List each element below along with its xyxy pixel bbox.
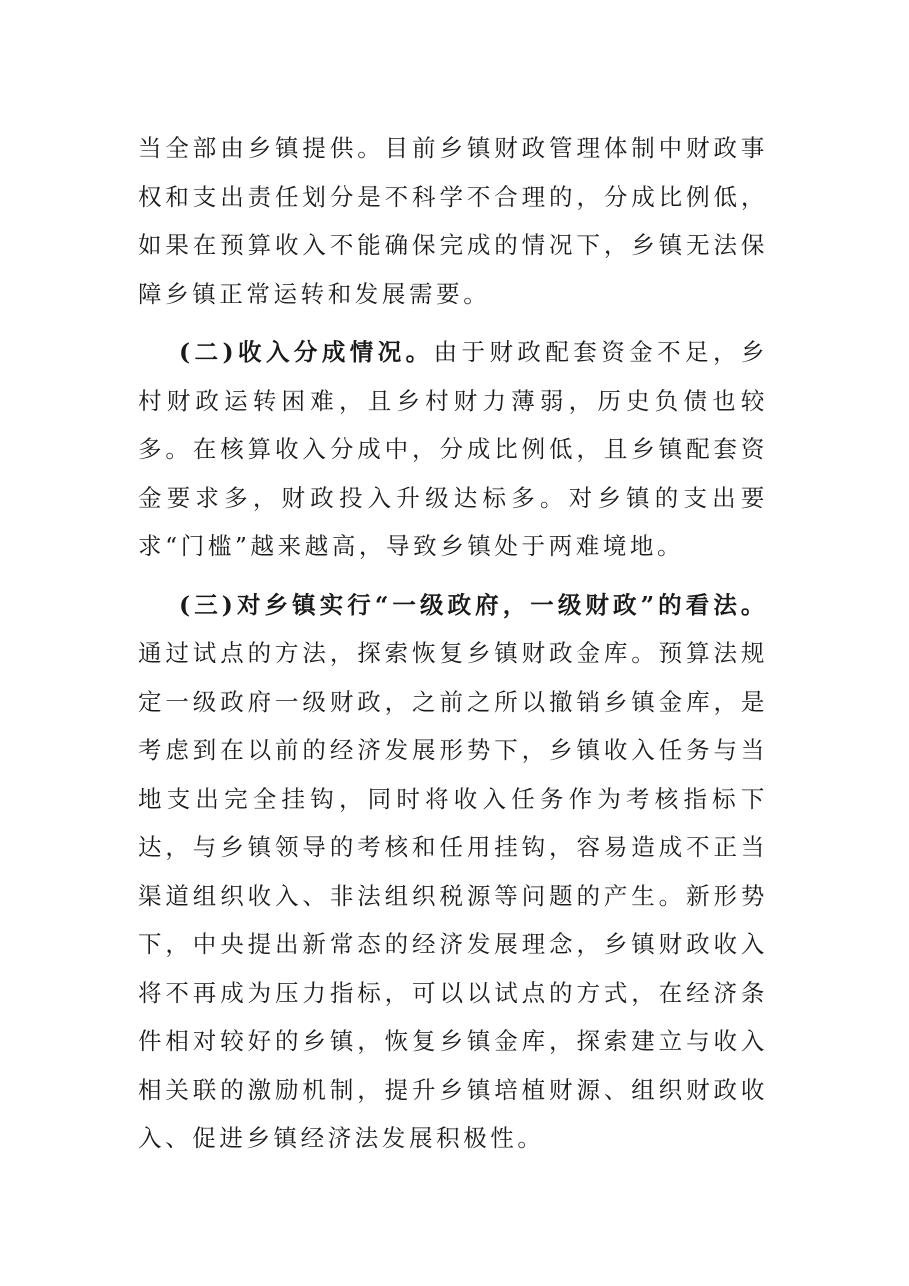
paragraph-text: 由于财政配套资金不足，乡村财政运转困难，且乡村财力薄弱，历史负债也较多。在核算收入分成中，分成比例低，且乡镇配套资金要求多，财政投入升级达标多。对乡镇的支出要求“门槛”越来越高，导致乡镇处于两难境地。 bbox=[138, 338, 768, 560]
paragraph-text: 当全部由乡镇提供。目前乡镇财政管理体制中财政事权和支出责任划分是不科学不合理的，分成比例低，如果在预算收入不能确保完成的情况下，乡镇无法保障乡镇正常运转和发展需要。 bbox=[138, 134, 768, 308]
paragraph-heading: (二)收入分成情况。 bbox=[179, 338, 434, 366]
paragraph-one-level-finance bbox=[138, 581, 768, 1163]
paragraph-heading: (三)对乡镇实行“一级政府，一级财政”的看法。 bbox=[179, 590, 768, 619]
paragraph-text: 通过试点的方法，探索恢复乡镇财政金库。预算法规定一级政府一级财政，之前之所以撤销乡镇金库，是考虑到在以前的经济发展形势下，乡镇收入任务与当地支出完全挂钩，同时将收入任务作为考核指标下达，与乡镇领导的考核和任用挂钩，容易造成不正当渠道组织收入、非法组织税源等问题的产生。新形势下，中央提出新常态的经济发展理念，乡镇财政收入将不再成为压力指标，可以以试点的方式，在经济条件相对较好的乡镇，恢复乡镇金库，探索建立与收入相关联的激励机制，提升乡镇培植财源、组织财政收入、促进乡镇经济法发展积极性。 bbox=[138, 639, 768, 1152]
document-body bbox=[138, 124, 768, 1163]
paragraph-income-sharing bbox=[138, 328, 768, 571]
paragraph-continuation bbox=[138, 124, 768, 318]
